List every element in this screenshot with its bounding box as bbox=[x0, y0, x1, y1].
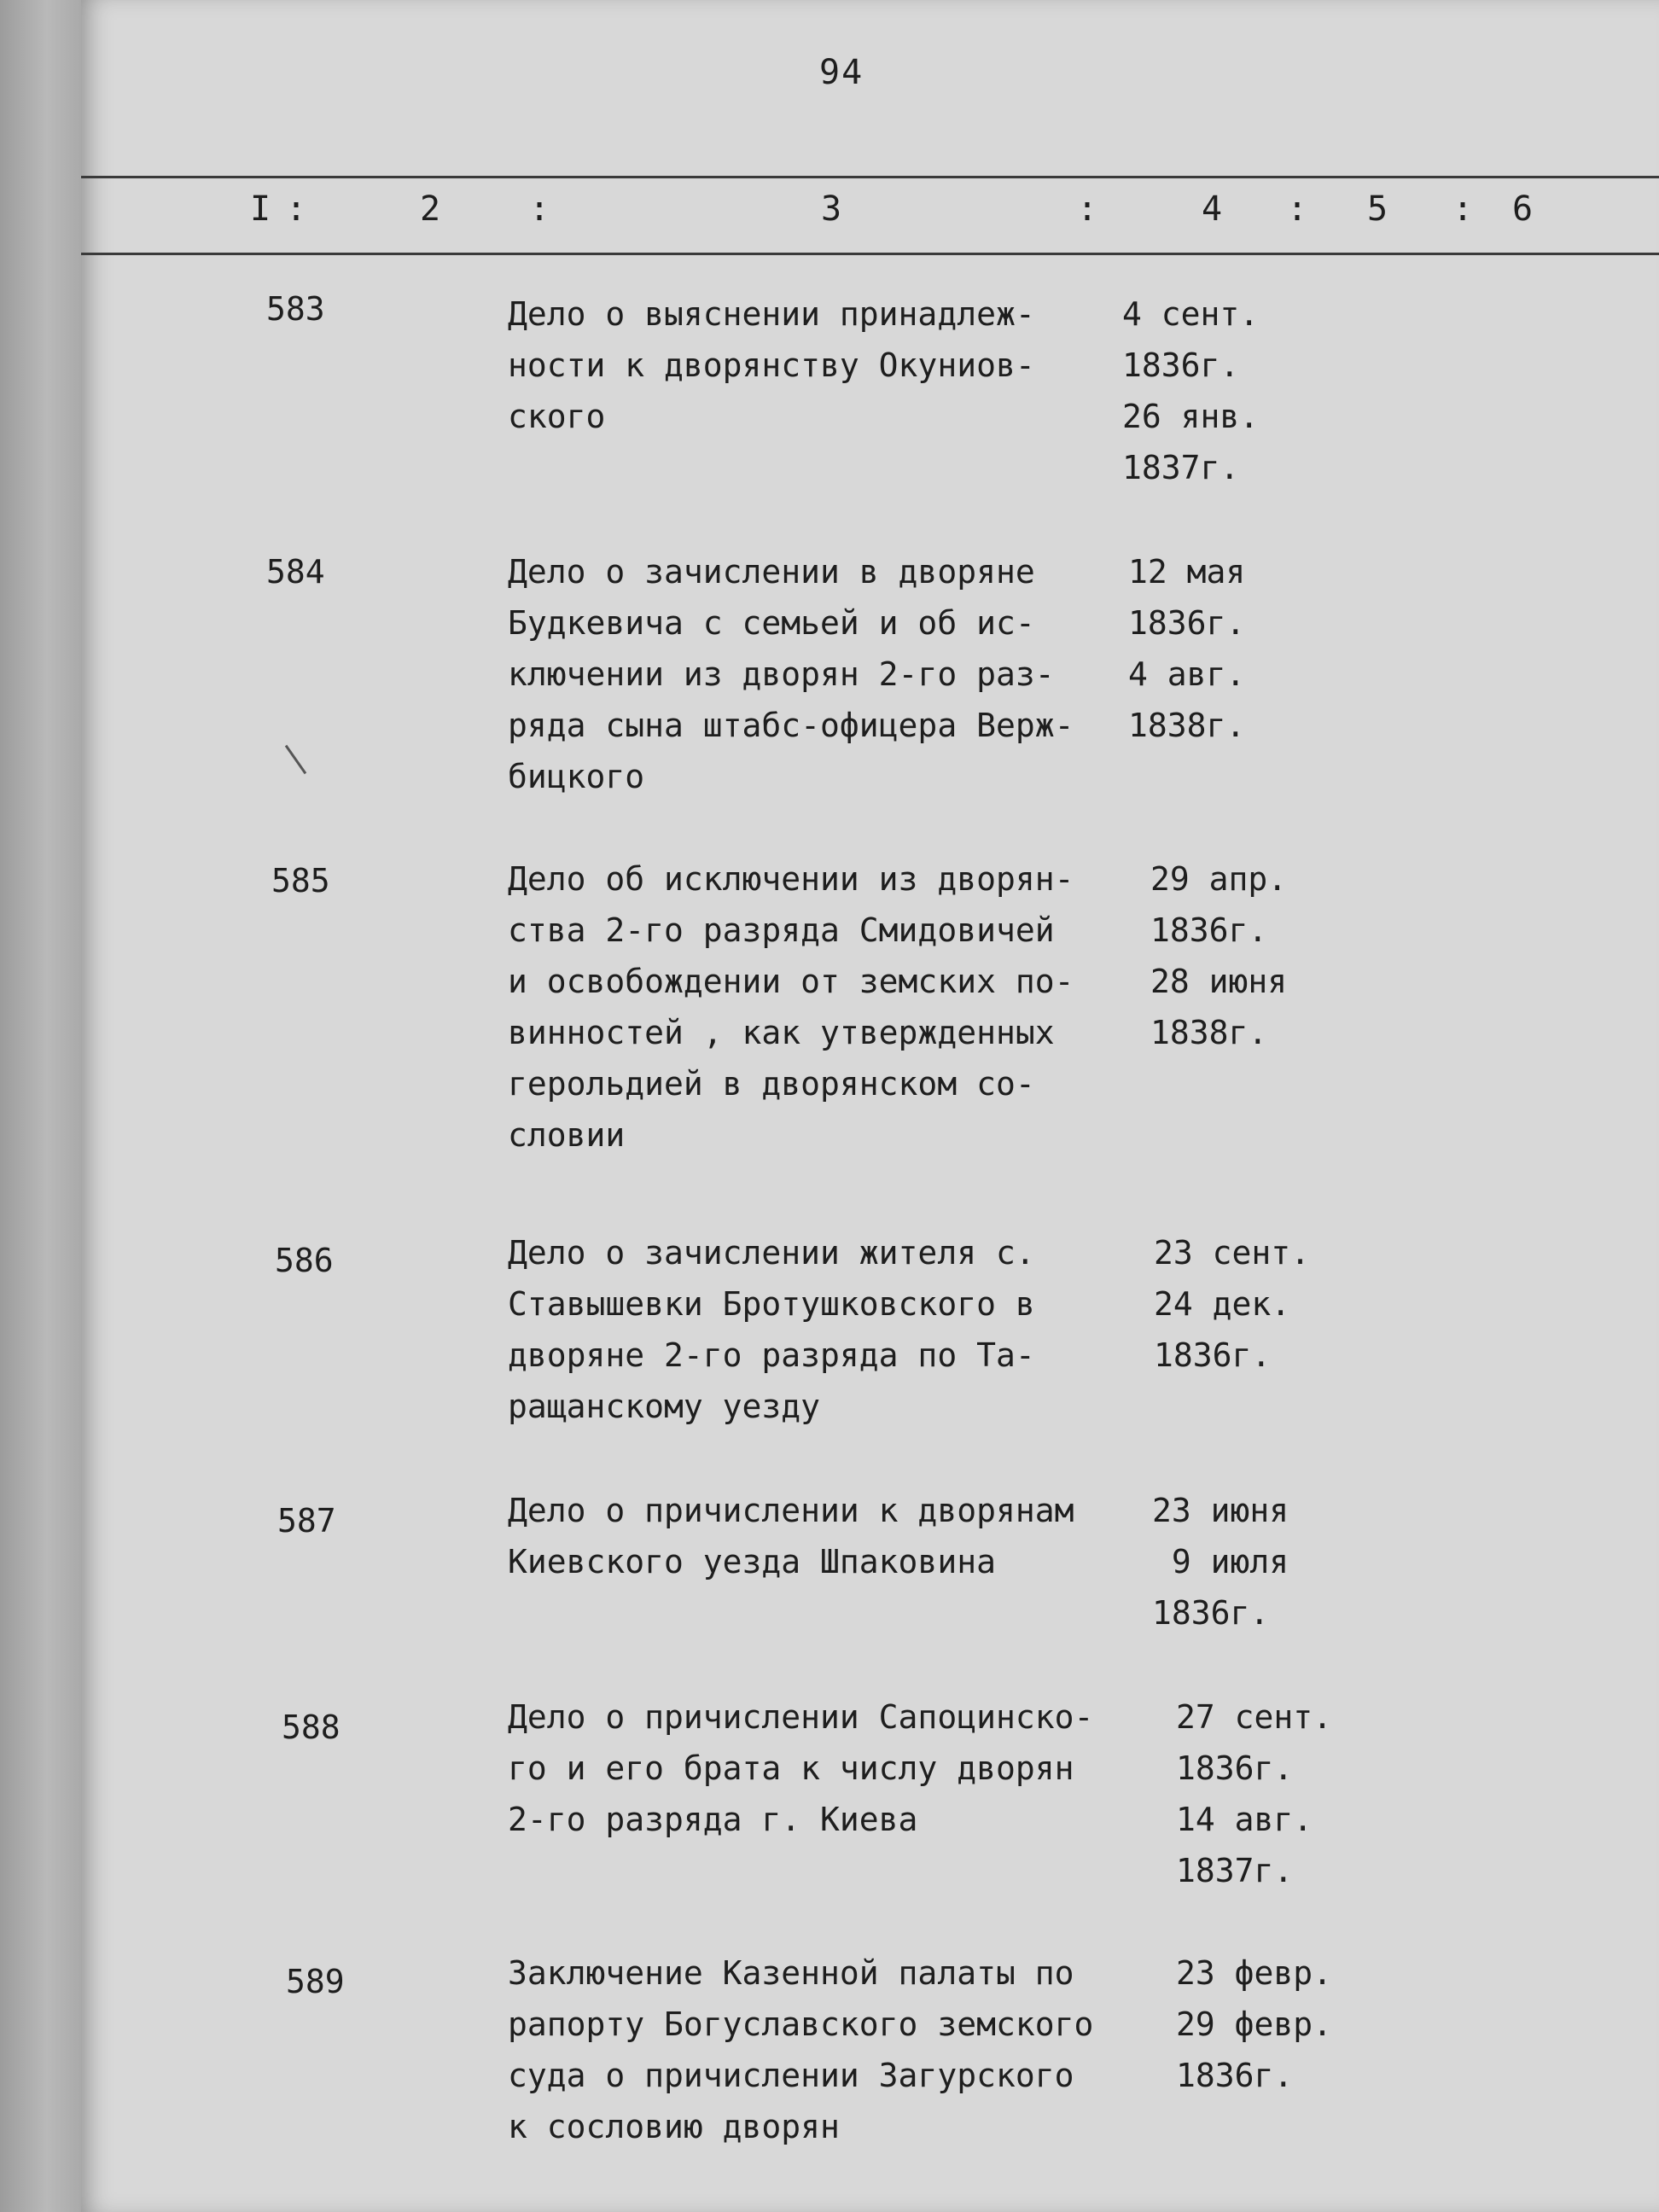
entry-dates: 23 сент. 24 дек. 1836г. bbox=[1154, 1234, 1311, 1374]
column-header-1: I bbox=[250, 189, 271, 229]
column-separator: : bbox=[529, 189, 550, 229]
column-header-4: 4 bbox=[1202, 189, 1223, 229]
entry-dates: 29 апр. 1836г. 28 июня 1838г. bbox=[1150, 860, 1288, 1051]
entry-description: Дело об исключении из дворян- ства 2-го разряда Смидовичей и освобождении от земских по- винностей , как утвержденных герольдией в дворянском со- словии bbox=[508, 860, 1074, 1154]
column-separator: : bbox=[1077, 189, 1098, 229]
entry-dates: 4 сент. 1836г. 26 янв. 1837г. bbox=[1122, 295, 1260, 486]
entry-description: Дело о причислении к дворянам Киевского уезда Шпаковина bbox=[508, 1492, 1074, 1580]
column-separator: : bbox=[1287, 189, 1308, 229]
entry-number: 585 bbox=[271, 862, 330, 899]
page-number: 94 bbox=[819, 53, 864, 92]
column-header-5: 5 bbox=[1367, 189, 1388, 229]
column-header-2: 2 bbox=[420, 189, 441, 229]
entry-dates: 23 февр. 29 февр. 1836г. bbox=[1176, 1954, 1333, 2094]
entry-number: 584 bbox=[266, 553, 325, 591]
left-page-edge bbox=[0, 0, 85, 2212]
entry-number: 589 bbox=[286, 1963, 345, 2000]
column-separator: : bbox=[286, 189, 307, 229]
entry-description: Дело о причислении Сапоцинско- го и его брата к числу дворян 2-го разряда г. Киева bbox=[508, 1698, 1094, 1838]
column-header-6: 6 bbox=[1512, 189, 1534, 229]
entry-number: 587 bbox=[277, 1502, 336, 1540]
column-header-3: 3 bbox=[821, 189, 842, 229]
entry-description: Заключение Казенной палаты по рапорту Богуславского земского суда о причислении Загурского к сословию дворян bbox=[508, 1954, 1094, 2145]
entry-number: 588 bbox=[282, 1708, 341, 1746]
entry-description: Дело о зачислении в дворяне Будкевича с семьей и об ис- ключении из дворян 2-го раз- ряда сына штабс-офицера Верж- бицкого bbox=[508, 553, 1074, 795]
entry-number: 586 bbox=[275, 1242, 334, 1279]
entry-description: Дело о выяснении принадлеж- ности к дворянству Окуниов- ского bbox=[508, 295, 1035, 435]
entry-dates: 23 июня 9 июля 1836г. bbox=[1152, 1492, 1289, 1632]
entry-number: 583 bbox=[266, 290, 325, 328]
entry-dates: 12 мая 1836г. 4 авг. 1838г. bbox=[1128, 553, 1246, 744]
entry-dates: 27 сент. 1836г. 14 авг. 1837г. bbox=[1176, 1698, 1333, 1889]
column-separator: : bbox=[1452, 189, 1474, 229]
entry-description: Дело о зачислении жителя с. Ставышевки Бротушковского в дворяне 2-го разряда по Та- ращанскому уезду bbox=[508, 1234, 1035, 1425]
header-bottom-rule bbox=[81, 253, 1659, 255]
header-top-rule bbox=[81, 176, 1659, 178]
